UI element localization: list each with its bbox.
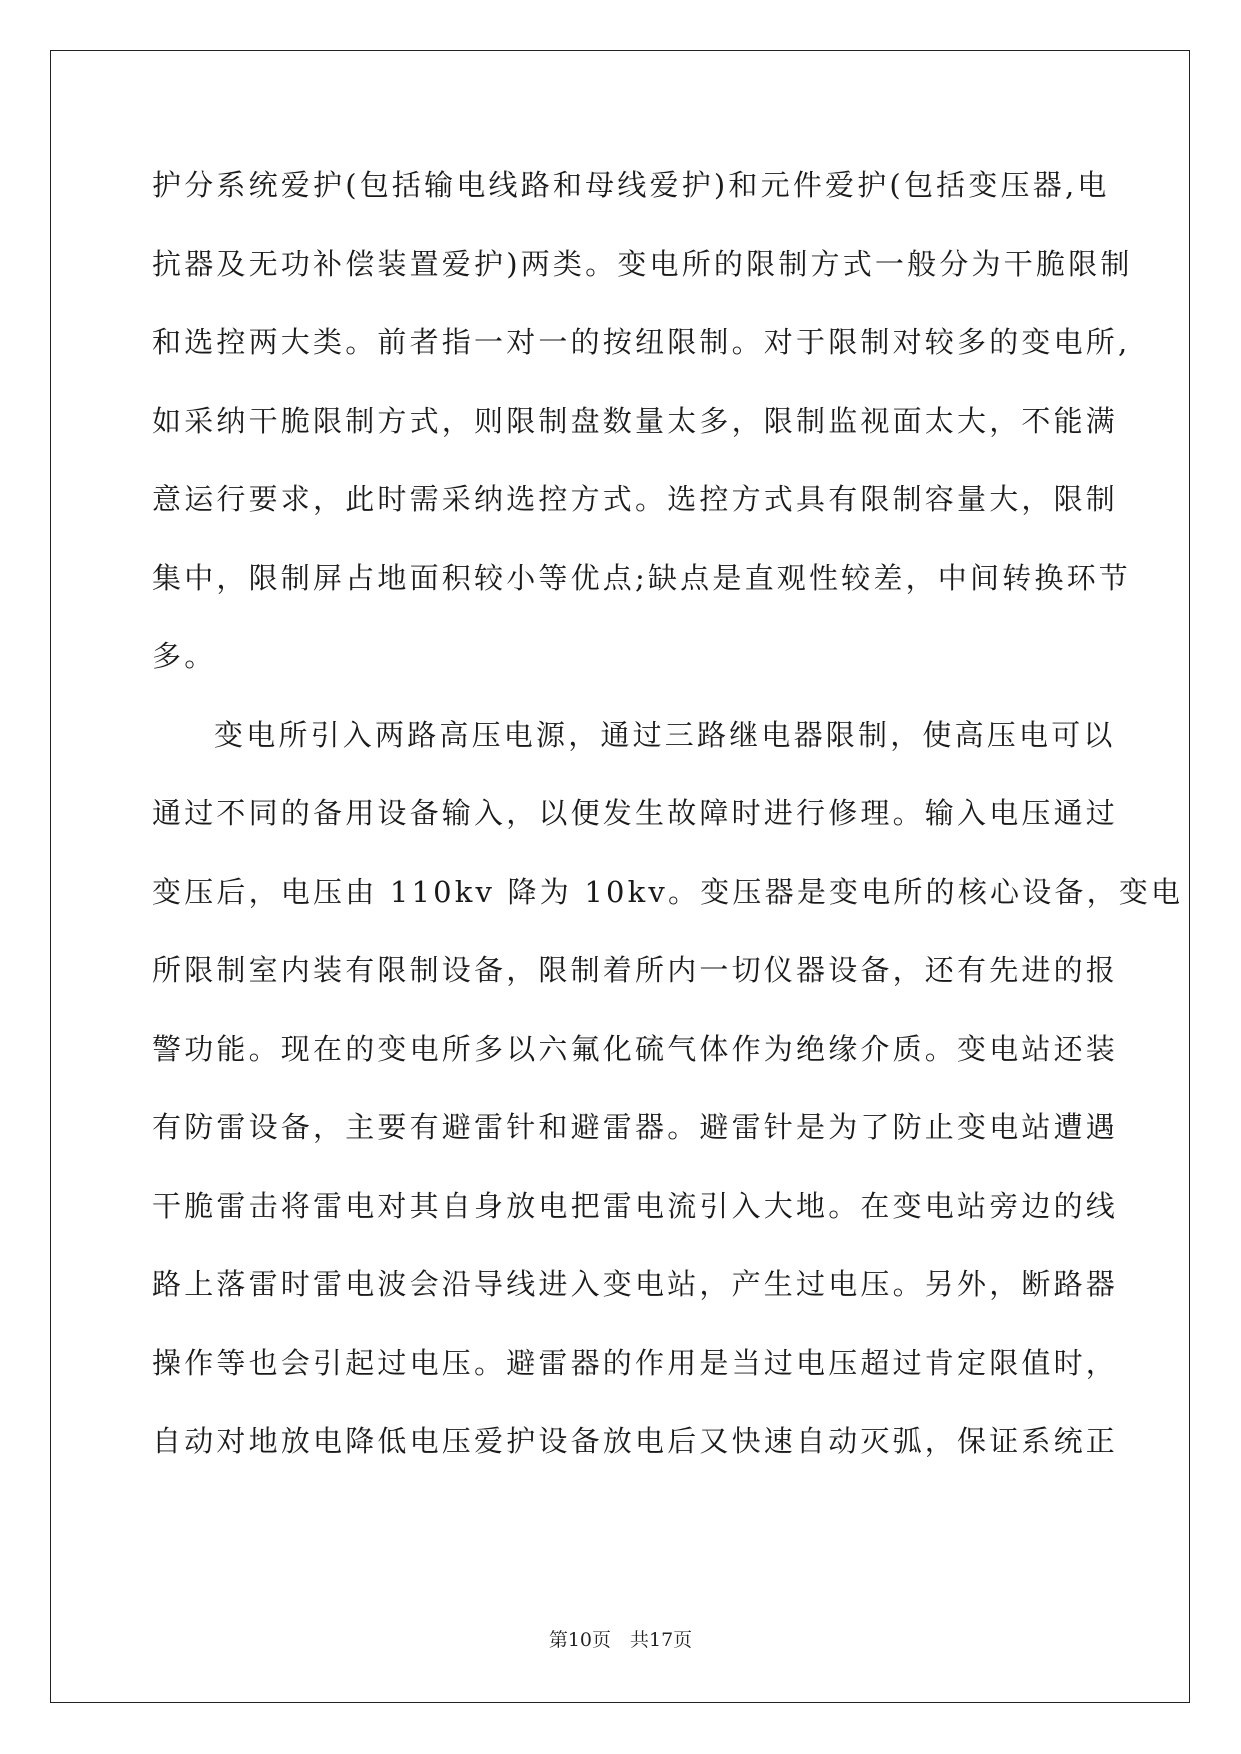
page-number-footer: 第10页 共17页 <box>548 1629 693 1651</box>
text-line: 所限制室内装有限制设备，限制着所内一切仪器设备，还有先进的报 <box>152 953 1119 987</box>
text-line: 变压后，电压由 110kv 降为 10kv。变压器是变电所的核心设备，变电 <box>152 874 1184 909</box>
text-line: 集中，限制屏占地面积较小等优点;缺点是直观性较差，中间转换环节 <box>152 560 1131 595</box>
text-line: 干脆雷击将雷电对其自身放电把雷电流引入大地。在变电站旁边的线 <box>152 1188 1119 1223</box>
text-line: 和选控两大类。前者指一对一的按纽限制。对于限制对较多的变电所, <box>152 325 1131 359</box>
text-line: 自动对地放电降低电压爱护设备放电后又快速自动灭弧，保证系统正 <box>152 1424 1119 1458</box>
text-line: 通过不同的备用设备输入，以便发生故障时进行修理。输入电压通过 <box>152 796 1119 830</box>
text-line: 警功能。现在的变电所多以六氟化硫气体作为绝缘介质。变电站还装 <box>152 1031 1119 1066</box>
paragraph-first-line: 变电所引入两路高压电源，通过三路继电器限制，使高压电可以 <box>214 717 1116 752</box>
text-line: 操作等也会引起过电压。避雷器的作用是当过电压超过肯定限值时， <box>152 1345 1119 1380</box>
text-line: 多。 <box>152 639 217 673</box>
text-line: 护分系统爱护(包括输电线路和母线爱护)和元件爱护(包括变压器,电 <box>152 168 1110 202</box>
text-line: 有防雷设备，主要有避雷针和避雷器。避雷针是为了防止变电站遭遇 <box>152 1110 1119 1144</box>
text-line: 意运行要求，此时需采纳选控方式。选控方式具有限制容量大，限制 <box>152 482 1119 516</box>
text-line: 如采纳干脆限制方式，则限制盘数量太多，限制监视面太大，不能满 <box>152 403 1119 438</box>
text-line: 抗器及无功补偿装置爱护)两类。变电所的限制方式一般分为干脆限制 <box>152 246 1133 281</box>
document-body <box>152 163 1184 1498</box>
text-line: 路上落雷时雷电波会沿导线进入变电站，产生过电压。另外，断路器 <box>152 1267 1119 1301</box>
